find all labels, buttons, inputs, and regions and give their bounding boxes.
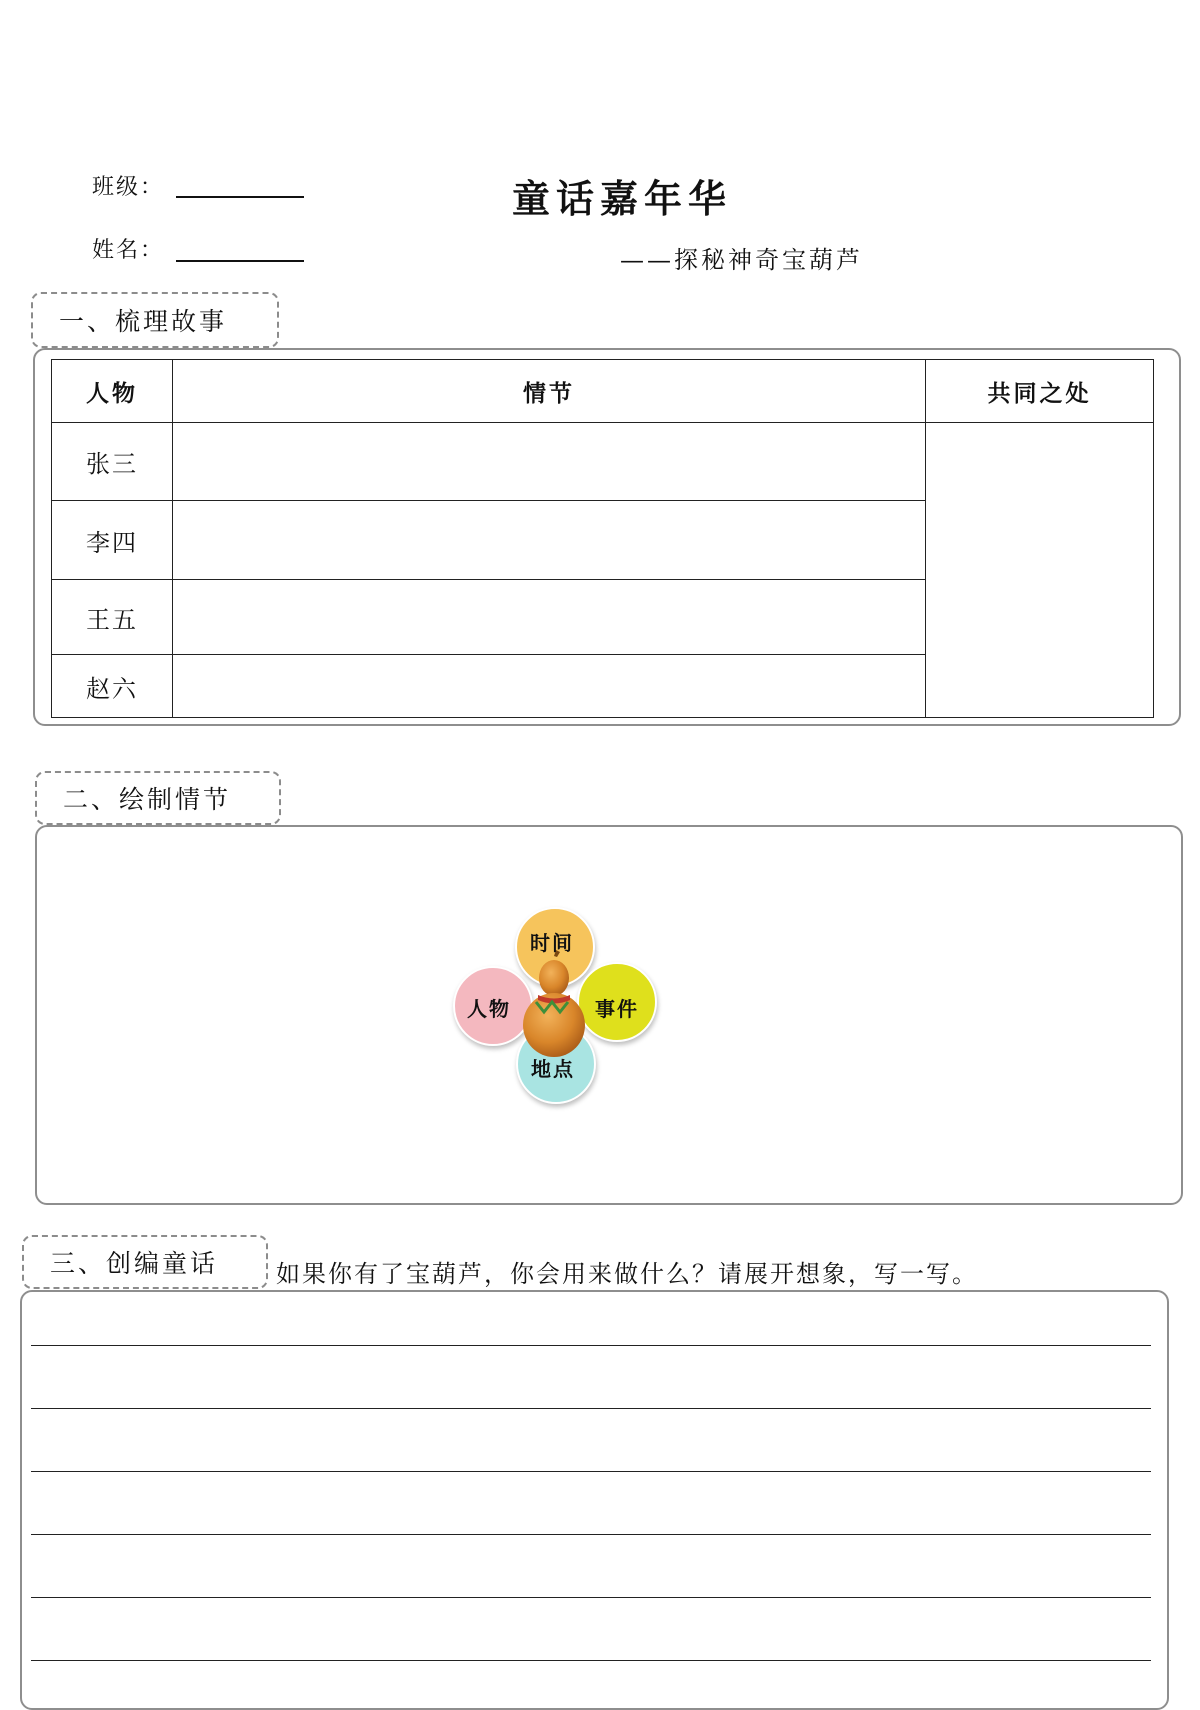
petal-label-time: 时间 <box>530 931 574 955</box>
table-row <box>52 423 1154 501</box>
writing-line[interactable] <box>31 1408 1151 1409</box>
writing-line[interactable] <box>31 1660 1151 1661</box>
name-input-line[interactable] <box>176 260 304 262</box>
page-subtitle: ——探秘神奇宝葫芦 <box>620 246 863 274</box>
gourd-icon <box>516 950 592 1060</box>
class-input-line[interactable] <box>176 196 304 198</box>
character-name: 赵六 <box>52 655 173 718</box>
name-label: 姓名： <box>92 238 165 263</box>
writing-line[interactable] <box>31 1597 1151 1598</box>
column-header-plot: 情节 <box>173 360 926 423</box>
petal-label-character: 人物 <box>467 997 511 1021</box>
page-title: 童话嘉年华 <box>512 177 733 221</box>
writing-line[interactable] <box>31 1471 1151 1472</box>
table-header-row <box>52 360 1154 423</box>
writing-line[interactable] <box>31 1345 1151 1346</box>
story-elements-diagram <box>450 900 670 1110</box>
column-header-common: 共同之处 <box>926 360 1154 423</box>
plot-cell[interactable] <box>173 655 926 718</box>
column-header-character: 人物 <box>52 360 173 423</box>
petal-label-event: 事件 <box>595 997 639 1021</box>
section2-tag: 二、绘制情节 <box>35 771 281 825</box>
common-cell[interactable] <box>926 423 1154 718</box>
plot-cell[interactable] <box>173 501 926 580</box>
section3-panel <box>20 1290 1169 1710</box>
writing-line[interactable] <box>31 1534 1151 1535</box>
section3-tag: 三、创编童话 <box>22 1235 268 1289</box>
writing-prompt: 如果你有了宝葫芦，你会用来做什么？请展开想象，写一写。 <box>276 1260 978 1288</box>
plot-cell[interactable] <box>173 580 926 655</box>
character-name: 王五 <box>52 580 173 655</box>
petal-label-place: 地点 <box>531 1057 575 1081</box>
character-name: 李四 <box>52 501 173 580</box>
story-table <box>51 359 1154 718</box>
character-name: 张三 <box>52 423 173 501</box>
section1-tag: 一、梳理故事 <box>31 292 279 348</box>
class-label: 班级： <box>92 175 165 200</box>
plot-cell[interactable] <box>173 423 926 501</box>
